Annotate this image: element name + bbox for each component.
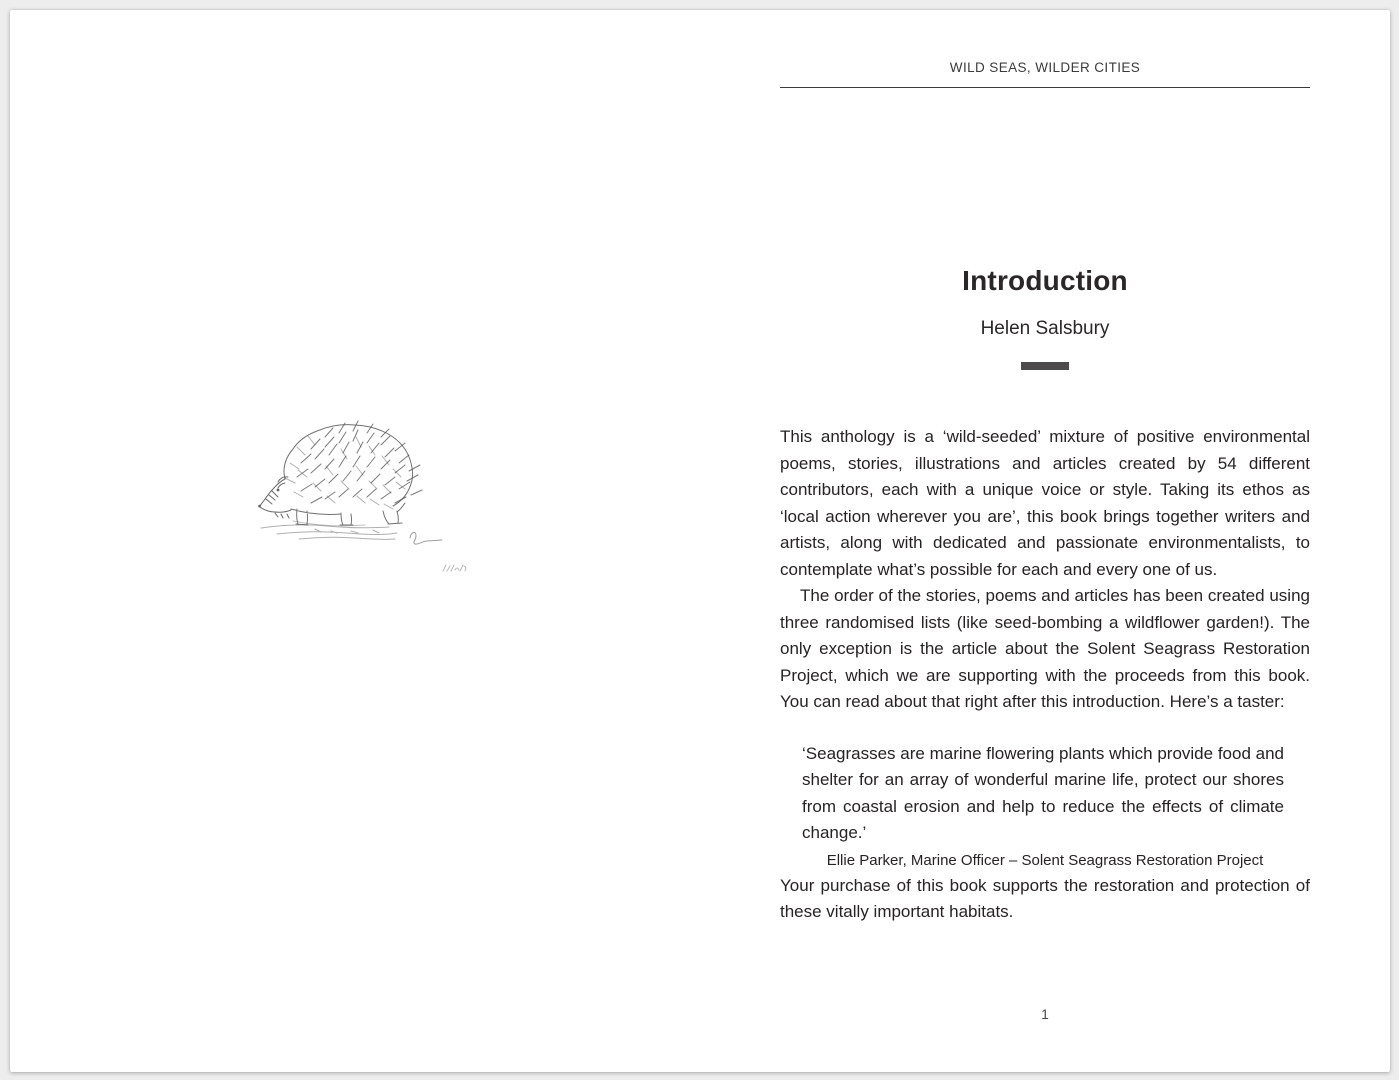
running-header-title: WILD SEAS, WILDER CITIES [949,60,1141,75]
paragraph-2: The order of the stories, poems and articles has been created using three randomised lists (like seed-bombing a wildflower garden!). The only exception is the article about the Solent Seagrass Restoration Project, which we are supporting with the proceeds from this book. You can read about that right after this introduction. Here’s a taster: [780,586,1310,711]
running-header [780,58,1310,88]
date-scribble [443,565,466,571]
page-number: 1 [1041,1007,1049,1022]
paragraph-1: This anthology is a ‘wild-seeded’ mixture of positive environmental poems, stories, illustrations and articles created by 54 different contributors, each with a unique voice or style. Taking its ethos as ‘local action wherever you are’, this book brings together writers and artists, along with dedicated and passionate environmentalists, to contemplate what’s possible for each and every one of us. [780,427,1310,579]
closing-paragraph: Your purchase of this book supports the restoration and protection of these vitally important habitats. [780,875,1310,921]
chapter-title: Introduction [962,265,1128,296]
hedgehog-illustration [255,385,520,595]
quote-attribution: Ellie Parker, Marine Officer – Solent Seagrass Restoration Project [826,851,1264,869]
chapter-author: Helen Salsbury [980,318,1110,339]
artist-signature-scribble [410,532,442,544]
pull-quote: ‘Seagrasses are marine flowering plants which provide food and shelter for an array of wonderful marine life, protect our shores from coastal erosion and help to reduce the effects of climate change.’ [802,743,1284,842]
right-page [780,10,1310,1072]
body-text [780,424,1310,926]
book-spread-page [10,10,1390,1072]
divider-bar [1021,362,1069,370]
